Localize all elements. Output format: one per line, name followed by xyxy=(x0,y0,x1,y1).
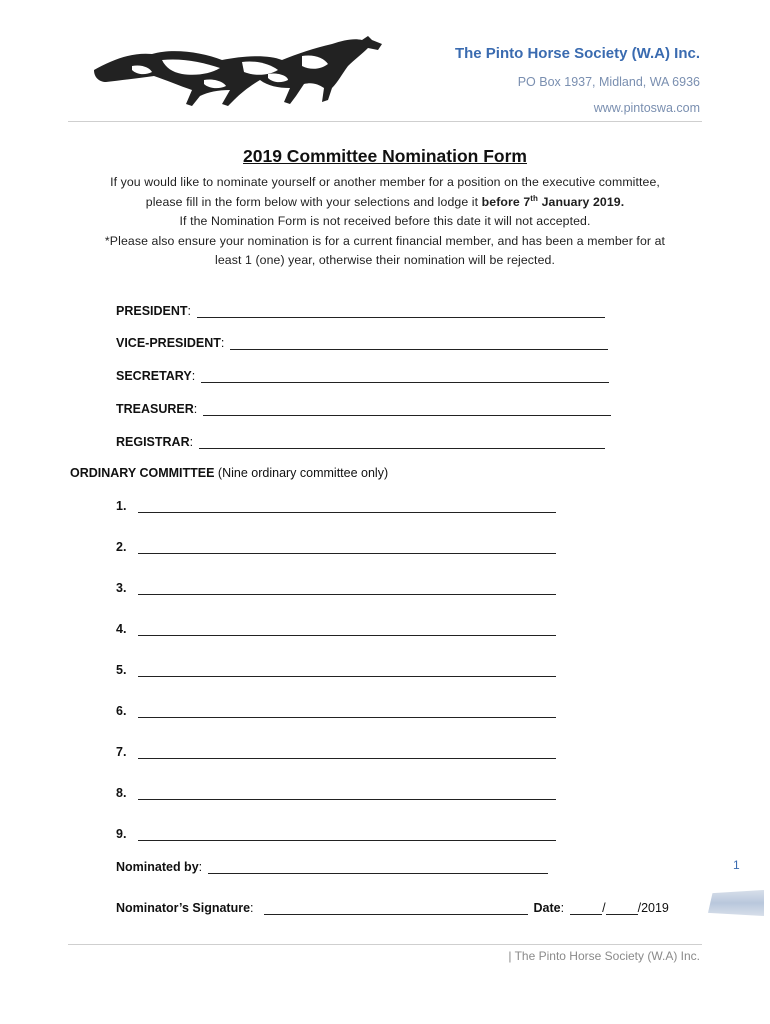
page-number: 1 xyxy=(733,858,740,872)
ordinary-committee-note: (Nine ordinary committee only) xyxy=(214,466,389,480)
form-title: 2019 Committee Nomination Form xyxy=(243,146,527,166)
date-day-input[interactable] xyxy=(570,902,602,915)
ordinary-row: 4. xyxy=(116,622,556,636)
org-name: The Pinto Horse Society (W.A) Inc. xyxy=(454,45,700,62)
page-tab-decoration xyxy=(708,890,764,916)
date-label: Date xyxy=(533,901,561,915)
org-address: PO Box 1937, Midland, WA 6936 xyxy=(517,75,700,89)
secretary-field: SECRETARY : xyxy=(116,369,609,383)
treasurer-field: TREASURER : xyxy=(116,402,611,416)
registrar-label: REGISTRAR xyxy=(116,435,190,449)
ordinary-row: 3. xyxy=(116,581,556,595)
registrar-input[interactable] xyxy=(199,436,605,449)
president-input[interactable] xyxy=(197,305,605,318)
ordinary-row: 7. xyxy=(116,745,556,759)
date-month-input[interactable] xyxy=(606,902,638,915)
header-divider xyxy=(68,121,702,122)
registrar-field: REGISTRAR : xyxy=(116,435,605,449)
intro-line: least 1 (one) year, otherwise their nomination will be rejected. xyxy=(215,253,555,267)
nominated-by-input[interactable] xyxy=(208,861,548,874)
signature-input[interactable] xyxy=(264,902,528,915)
treasurer-input[interactable] xyxy=(203,403,611,416)
ordinary-input[interactable] xyxy=(138,582,556,595)
nominated-by-label: Nominated by xyxy=(116,860,199,874)
footer-text: | The Pinto Horse Society (W.A) Inc. xyxy=(508,949,700,963)
ordinary-row: 1. xyxy=(116,499,556,513)
signature-label: Nominator’s Signature xyxy=(116,901,251,915)
date-year: /2019 xyxy=(637,901,669,915)
ordinary-input[interactable] xyxy=(138,500,556,513)
pinto-horse-logo xyxy=(92,30,384,110)
vice-president-label: VICE-PRESIDENT xyxy=(116,336,221,350)
footer-divider xyxy=(68,944,702,945)
ordinary-row: 5. xyxy=(116,663,556,677)
ordinary-row: 6. xyxy=(116,704,556,718)
ordinary-row: 9. xyxy=(116,827,556,841)
treasurer-label: TREASURER xyxy=(116,402,194,416)
secretary-input[interactable] xyxy=(201,370,609,383)
intro-line: please fill in the form below with your selections and lodge it before 7th January 2019. xyxy=(145,193,625,209)
president-label: PRESIDENT xyxy=(116,304,188,318)
ordinary-input[interactable] xyxy=(138,746,556,759)
vice-president-input[interactable] xyxy=(230,337,608,350)
intro-line: If you would like to nominate yourself or another member for a position on the executive committee, xyxy=(110,175,660,189)
ordinary-input[interactable] xyxy=(138,623,556,636)
ordinary-input[interactable] xyxy=(138,828,556,841)
signature-field: Nominator’s Signature : Date : / /2019 xyxy=(116,901,669,915)
ordinary-input[interactable] xyxy=(138,705,556,718)
ordinary-row: 8. xyxy=(116,786,556,800)
org-website[interactable]: www.pintoswa.com xyxy=(593,101,700,115)
form-intro xyxy=(70,173,700,271)
org-header xyxy=(455,44,700,116)
ordinary-row: 2. xyxy=(116,540,556,554)
vice-president-field: VICE-PRESIDENT : xyxy=(116,336,608,350)
ordinary-input[interactable] xyxy=(138,787,556,800)
secretary-label: SECRETARY xyxy=(116,369,192,383)
ordinary-committee-heading: ORDINARY COMMITTEE (Nine ordinary committee only) xyxy=(70,466,389,480)
president-field: PRESIDENT : xyxy=(116,304,605,318)
intro-line: If the Nomination Form is not received before this date it will not accepted. xyxy=(179,214,591,228)
ordinary-input[interactable] xyxy=(138,664,556,677)
nominated-by-field: Nominated by : xyxy=(116,860,548,874)
intro-line: *Please also ensure your nomination is for a current financial member, and has been a member for at xyxy=(104,233,666,248)
ordinary-input[interactable] xyxy=(138,541,556,554)
